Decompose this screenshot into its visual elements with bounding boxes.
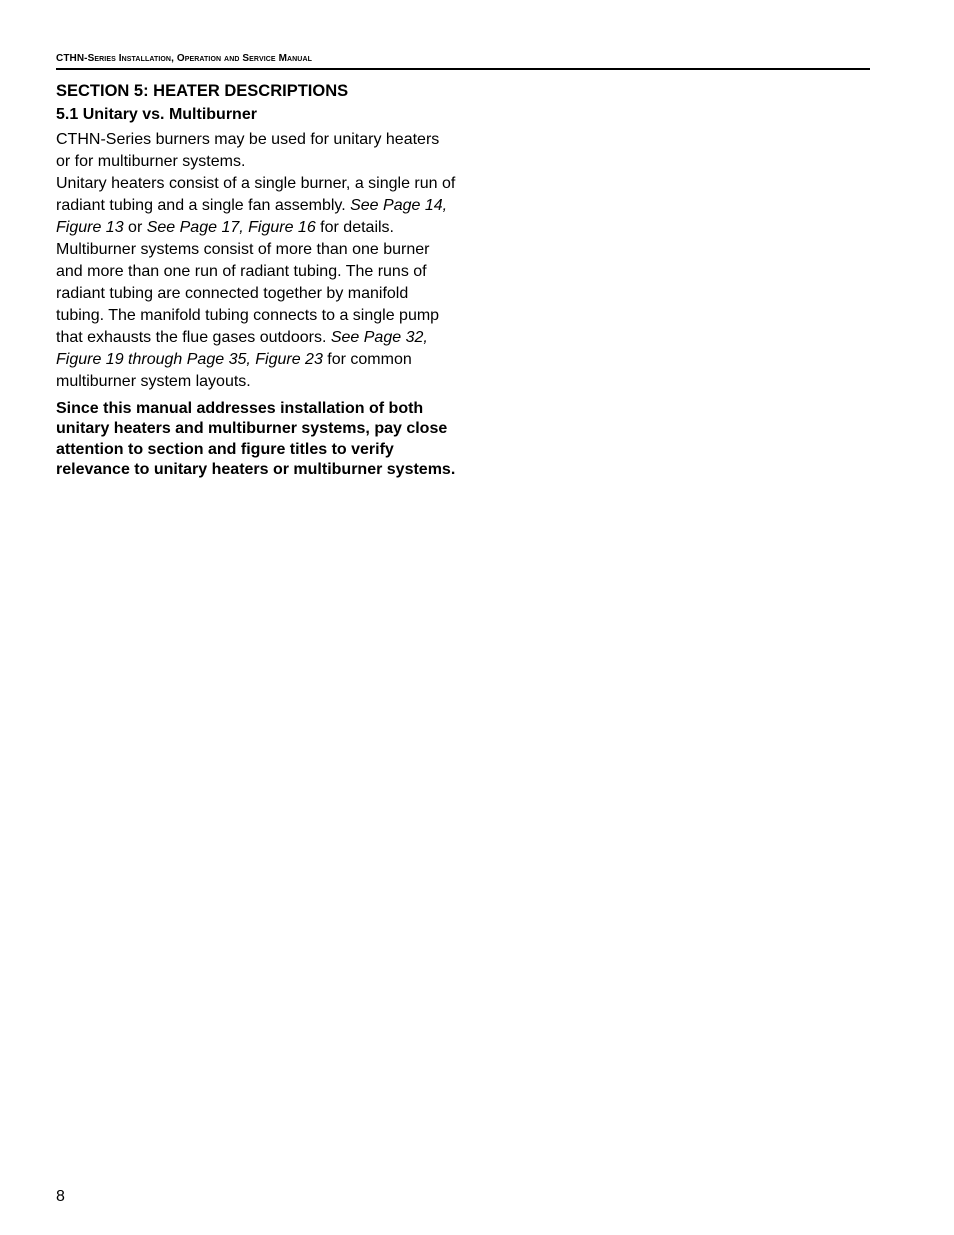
multiburner-text-b: for common multiburner system layouts. [56, 351, 412, 390]
header-rule [56, 68, 870, 70]
figure-16-reference: See Page 17, Figure 16 [146, 219, 316, 236]
unitary-text-a: Unitary heaters consist of a single burner, a single run of radiant tubing and a single fan assembly. [56, 175, 456, 214]
subsection-title: 5.1 Unitary vs. Multiburner [56, 106, 257, 123]
figure-19-23-reference: See Page 32, Figure 19 through Page 35, Figure 23 [56, 329, 428, 368]
section-title: SECTION 5: HEATER DESCRIPTIONS [56, 82, 349, 100]
paragraph-burners-use: CTHN-Series burners may be used for unitary heaters or for multiburner systems. [56, 131, 440, 170]
paragraph-multiburner-systems [56, 239, 456, 393]
unitary-text-c: for details. [315, 219, 394, 236]
running-header: CTHN-Series Installation, Operation and Service Manual [56, 53, 312, 64]
main-column [56, 80, 456, 480]
multiburner-text-a: Multiburner systems consist of more than one burner and more than one run of radiant tubing. The runs of radiant tubing are connected together by manifold tubing. The manifold tubing connects to a single pump that exhausts the flue gases outdoors. [56, 241, 440, 346]
figure-13-reference: See Page 14, Figure 13 [56, 197, 448, 236]
bold-notice: Since this manual addresses installation of both unitary heaters and multiburner systems, pay close attention to section and figure titles to verify relevance to unitary heaters or multiburner systems. [56, 400, 456, 478]
unitary-text-b: or [123, 219, 147, 236]
page-number: 8 [56, 1188, 65, 1205]
paragraph-unitary-heaters [56, 173, 456, 239]
